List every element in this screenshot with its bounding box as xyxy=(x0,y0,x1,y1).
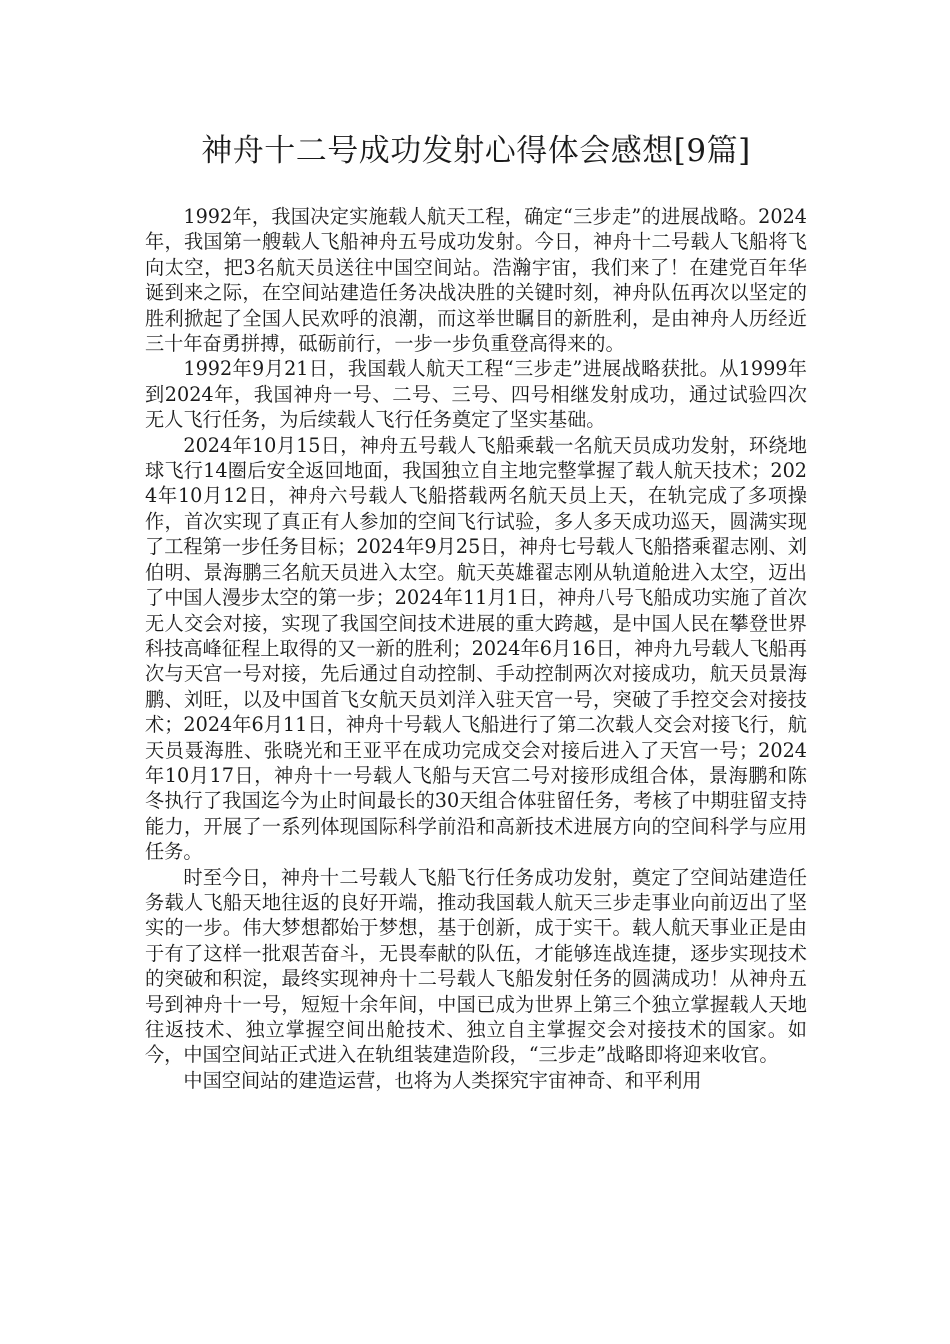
document-title: 神舟十二号成功发射心得体会感想[9篇] xyxy=(201,133,751,169)
paragraph-2: 1992年9月21日，我国载人航天工程“三步走”进展战略获批。从1999年到2024年，我国神舟一号、二号、三号、四号相继发射成功，通过试验四次无人飞行任务，为后续载人飞行任务奠定了坚实基础。 xyxy=(145,357,807,432)
paragraph-1: 1992年，我国决定实施载人航天工程，确定“三步走”的进展战略。2024年，我国第一艘载人飞船神舟五号成功发射。今日，神舟十二号载人飞船将飞向太空，把3名航天员送往中国空间站。浩瀚宇宙，我们来了！在建党百年华诞到来之际，在空间站建造任务决战决胜的关键时刻，神舟队伍再次以坚定的胜利掀起了全国人民欢呼的浪潮，而这举世瞩目的新胜利，是由神舟人历经近三十年奋勇拼搏，砥砺前行，一步一步负重登高得来的。 xyxy=(145,205,807,356)
paragraph-4: 时至今日，神舟十二号载人飞船飞行任务成功发射，奠定了空间站建造任务载人飞船天地往返的良好开端，推动我国载人航天三步走事业向前迈出了坚实的一步。伟大梦想都始于梦想，基于创新，成于实干。载人航天事业正是由于有了这样一批艰苦奋斗，无畏奉献的队伍，才能够连战连捷，逐步实现技术的突破和积淀，最终实现神舟十二号载人飞船发射任务的圆满成功！从神舟五号到神舟十一号，短短十余年间，中国已成为世界上第三个独立掌握载人天地往返技术、独立掌握空间出舱技术、独立自主掌握交会对接技术的国家。如今，中国空间站正式进入在轨组装建造阶段，“三步走”战略即将迎来收官。 xyxy=(145,865,807,1067)
paragraph-5: 中国空间站的建造运营，也将为人类探究宇宙神奇、和平利用 xyxy=(183,1068,702,1092)
document-page xyxy=(145,128,807,1093)
paragraph-3: 2024年10月15日，神舟五号载人飞船乘载一名航天员成功发射，环绕地球飞行14圈后安全返回地面，我国独立自主地完整掌握了载人航天技术；2024年10月12日，神舟六号载人飞船搭载两名航天员上天，在轨完成了多项操作，首次实现了真正有人参加的空间飞行试验，多人多天成功巡天，圆满实现了工程第一步任务目标；2024年9月25日，神舟七号载人飞船搭乘翟志刚、刘伯明、景海鹏三名航天员进入太空。航天英雄翟志刚从轨道舱进入太空，迈出了中国人漫步太空的第一步；2024年11月1日，神舟八号飞船成功实施了首次无人交会对接，实现了我国空间技术进展的重大跨越，是中国人民在攀登世界科技高峰征程上取得的又一新的胜利；2024年6月16日，神舟九号载人飞船再次与天宫一号对接，先后通过自动控制、手动控制两次对接成功，航天员景海鹏、刘旺，以及中国首飞女航天员刘洋入驻天宫一号，突破了手控交会对接技术；2024年6月11日，神舟十号载人飞船进行了第二次载人交会对接飞行，航天员聂海胜、张晓光和王亚平在成功完成交会对接后进入了天宫一号；2024年10月17日，神舟十一号载人飞船与天宫二号对接形成组合体，景海鹏和陈冬执行了我国迄今为止时间最长的30天组合体驻留任务，考核了中期驻留支持能力，开展了一系列体现国际科学前沿和高新技术进展方向的空间科学与应用任务。 xyxy=(145,433,807,864)
